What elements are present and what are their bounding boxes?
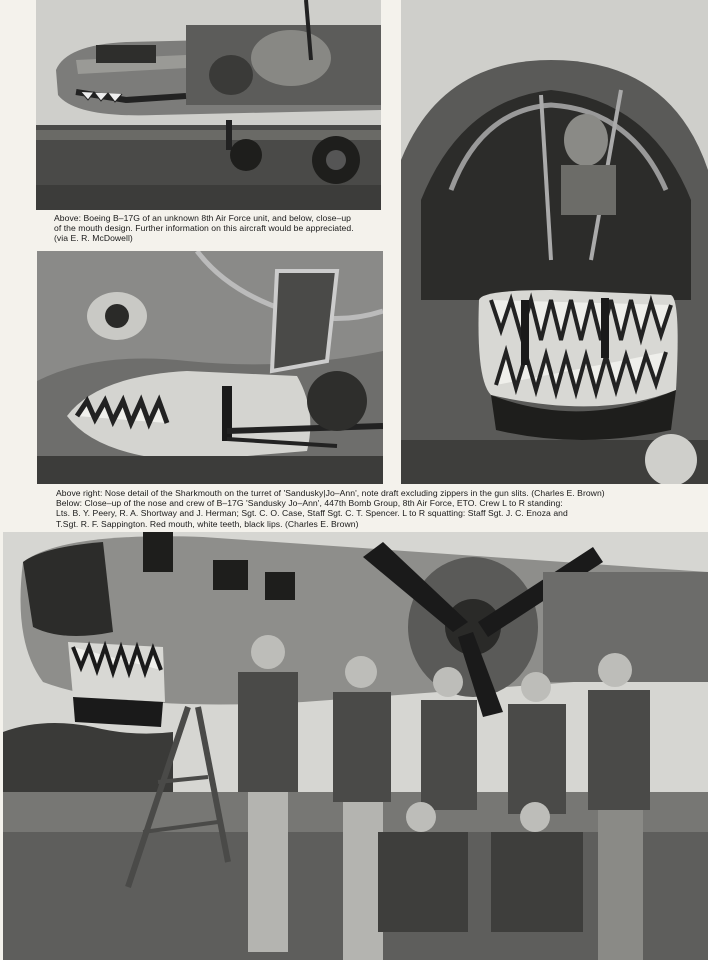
- caption-line: Above: Boeing B–17G of an unknown 8th Air Force unit, and below, close–up: [54, 213, 351, 223]
- caption-line: Lts. B. Y. Peery, R. A. Shortway and J. Herman; Sgt. C. O. Case, Staff Sgt. C. T. Spencer. L to R squatting: Staff Sgt. J. C. Enoza and: [56, 508, 568, 519]
- caption-line: (via E. R. McDowell): [54, 233, 133, 244]
- photo-chin-turret-sharkmouth: [401, 0, 708, 484]
- caption-line: T.Sgt. R. F. Sappington. Red mouth, white teeth, black lips. (Charles E. Brown): [56, 518, 359, 529]
- caption-middle: [56, 488, 696, 529]
- photo-mouth-design-closeup: [37, 251, 383, 484]
- caption-line: Below: Close–up of the nose and crew of B–17G 'Sandusky Jo–Ann', 447th Bomb Group, 8th Air Force, ETO. Crew L to R standing:: [56, 498, 563, 509]
- photo-crew-sandusky-jo-ann: [3, 532, 708, 960]
- photo-b17-side-view: [36, 0, 381, 210]
- caption-top-left: [54, 213, 384, 244]
- caption-line: Above right: Nose detail of the Sharkmouth on the turret of 'Sandusky|Jo–Ann', note draft excluding zippers in the gun slits. (Charles E. Brown): [56, 488, 605, 498]
- caption-line: of the mouth design. Further information on this aircraft would be appreciated.: [54, 223, 354, 234]
